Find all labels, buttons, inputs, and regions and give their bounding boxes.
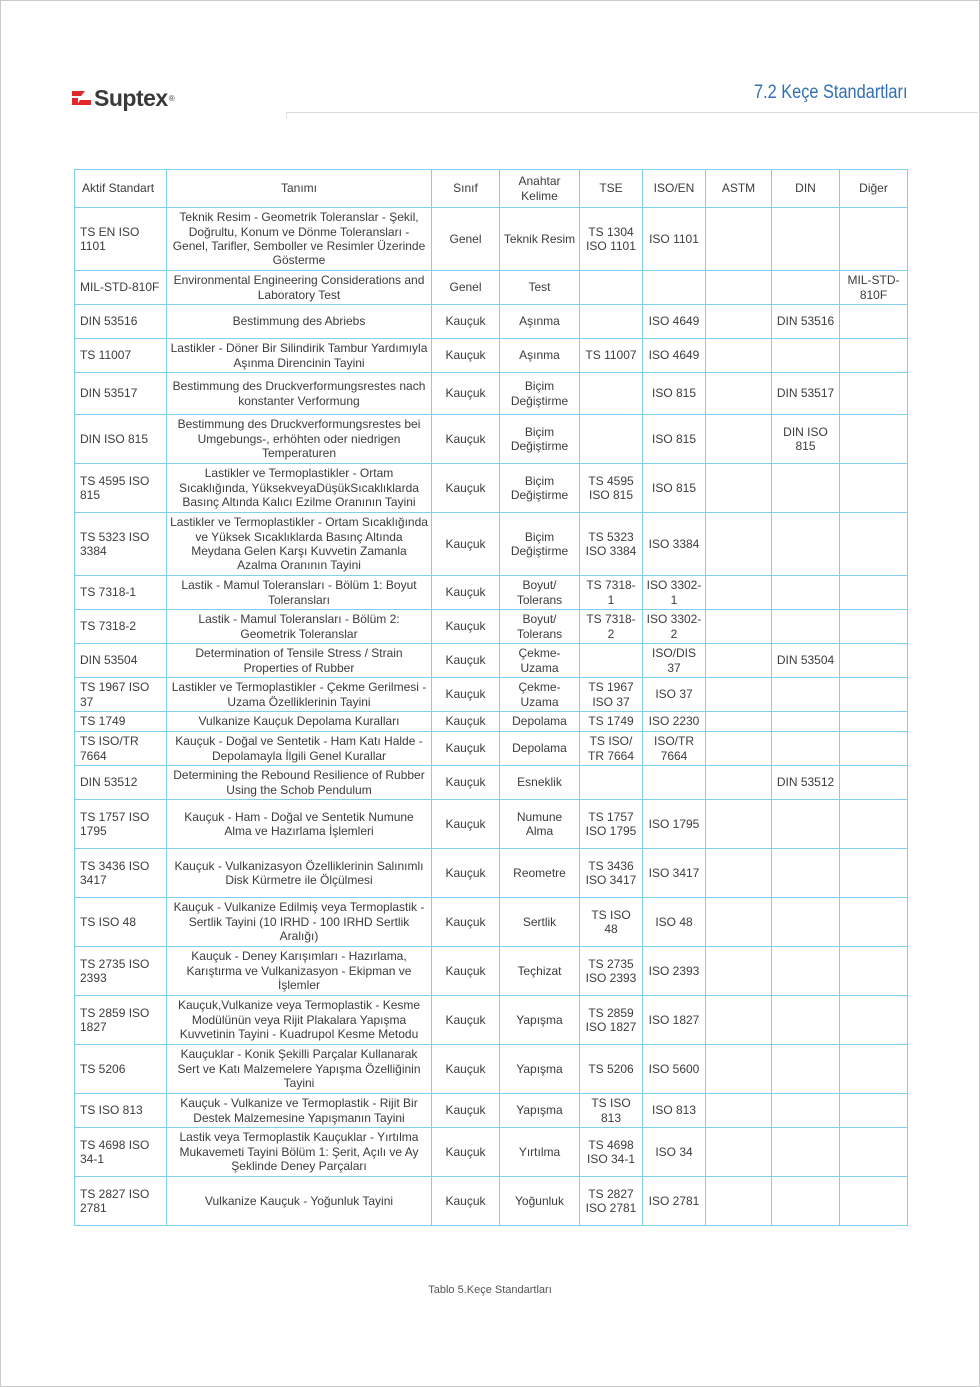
table-cell: Yapışma	[500, 1094, 580, 1128]
table-row	[75, 996, 908, 1045]
table-cell: Kauçuk - Vulkanizasyon Özelliklerinin Salınımlı Disk Kürmetre ile Ölçülmesi	[167, 849, 432, 898]
table-cell	[772, 1177, 840, 1226]
table-cell	[772, 610, 840, 644]
table-cell	[840, 576, 908, 610]
table-row	[75, 1045, 908, 1094]
table-row	[75, 766, 908, 800]
table-cell: ISO 48	[643, 898, 706, 947]
table-cell: Bestimmung des Druckverformungsrestes nach konstanter Verformung	[167, 373, 432, 415]
table-row	[75, 800, 908, 849]
table-cell	[772, 678, 840, 712]
table-cell	[840, 610, 908, 644]
table-cell	[706, 513, 772, 576]
table-cell: TS ISO 813	[75, 1094, 167, 1128]
table-cell: Çekme-Uzama	[500, 644, 580, 678]
table-row	[75, 712, 908, 732]
table-cell: Yapışma	[500, 996, 580, 1045]
table-cell: Numune Alma	[500, 800, 580, 849]
table-cell	[772, 996, 840, 1045]
table-cell: DIN 53517	[75, 373, 167, 415]
table-cell: DIN ISO 815	[772, 415, 840, 464]
table-cell: ISO 1101	[643, 208, 706, 271]
logo-text: Suptex	[94, 84, 168, 111]
table-cell: Lastik - Mamul Toleransları - Bölüm 1: Boyut Toleransları	[167, 576, 432, 610]
table-cell: DIN 53512	[75, 766, 167, 800]
table-cell: ISO 3384	[643, 513, 706, 576]
column-header: Diğer	[840, 170, 908, 208]
table-cell	[772, 732, 840, 766]
table-cell: Vulkanize Kauçuk Depolama Kuralları	[167, 712, 432, 732]
table-cell: Boyut/ Tolerans	[500, 576, 580, 610]
table-cell	[772, 576, 840, 610]
table-cell	[772, 898, 840, 947]
table-cell	[706, 576, 772, 610]
table-cell: Determination of Tensile Stress / Strain Properties of Rubber	[167, 644, 432, 678]
table-cell: TS 7318-2	[580, 610, 643, 644]
table-cell	[772, 513, 840, 576]
table-cell	[840, 898, 908, 947]
table-row	[75, 610, 908, 644]
table-cell: ISO 34	[643, 1128, 706, 1177]
table-row	[75, 415, 908, 464]
table-row	[75, 208, 908, 271]
table-cell	[840, 947, 908, 996]
table-row	[75, 373, 908, 415]
table-cell: TS 7318-1	[580, 576, 643, 610]
table-cell: Teçhizat	[500, 947, 580, 996]
table-cell	[706, 1094, 772, 1128]
table-cell	[772, 947, 840, 996]
table-cell: MIL-STD-810F	[75, 271, 167, 305]
table-cell: Kauçuk - Vulkanize Edilmiş veya Termoplastik - Sertlik Tayini (10 IRHD - 100 IRHD Sertlik Aralığı)	[167, 898, 432, 947]
table-cell: Kauçuk,Vulkanize veya Termoplastik - Kesme Modülünün veya Rijit Plakalara Yapışma Kuvvetinin Tayini - Kuadrupol Kesme Metodu	[167, 996, 432, 1045]
table-row	[75, 464, 908, 513]
table-row	[75, 678, 908, 712]
table-cell: Kauçuklar - Konik Şekilli Parçalar Kullanarak Sert ve Katı Malzemelere Yapışma Özelliğinin Tayini	[167, 1045, 432, 1094]
table-cell: Kauçuk	[432, 712, 500, 732]
table-row	[75, 1128, 908, 1177]
header-rule	[286, 112, 978, 113]
table-cell: TS ISO 813	[580, 1094, 643, 1128]
table-cell	[840, 732, 908, 766]
table-cell: ISO 2230	[643, 712, 706, 732]
table-row	[75, 849, 908, 898]
table-cell	[840, 1094, 908, 1128]
table-row	[75, 1177, 908, 1226]
table-cell: TS ISO/ TR 7664	[580, 732, 643, 766]
table-cell: Lastik - Mamul Toleransları - Bölüm 2: Geometrik Toleranslar	[167, 610, 432, 644]
table-cell: Aşınma	[500, 305, 580, 339]
table-cell: Kauçuk	[432, 305, 500, 339]
table-cell	[706, 208, 772, 271]
table-cell: Kauçuk	[432, 766, 500, 800]
table-cell: TS 1967 ISO 37	[580, 678, 643, 712]
table-cell: ISO 37	[643, 678, 706, 712]
table-cell: ISO 815	[643, 464, 706, 513]
table-cell: TS 2735 ISO 2393	[580, 947, 643, 996]
table-cell	[706, 996, 772, 1045]
table-cell: TS 1757 ISO 1795	[580, 800, 643, 849]
table-cell: Kauçuk	[432, 415, 500, 464]
table-cell: Esneklik	[500, 766, 580, 800]
table-cell	[840, 766, 908, 800]
table-cell: TS 2827 ISO 2781	[580, 1177, 643, 1226]
table-cell	[706, 732, 772, 766]
table-cell: TS 2859 ISO 1827	[75, 996, 167, 1045]
table-cell: Vulkanize Kauçuk - Yoğunluk Tayini	[167, 1177, 432, 1226]
table-cell	[706, 712, 772, 732]
table-cell: TS 2859 ISO 1827	[580, 996, 643, 1045]
table-cell	[706, 947, 772, 996]
table-cell: DIN 53504	[75, 644, 167, 678]
table-cell: Kauçuk	[432, 898, 500, 947]
table-cell: ISO 815	[643, 415, 706, 464]
table-cell	[580, 271, 643, 305]
table-cell	[840, 1128, 908, 1177]
table-cell: TS 2827 ISO 2781	[75, 1177, 167, 1226]
table-cell: Kauçuk	[432, 1094, 500, 1128]
table-cell: TS 5323 ISO 3384	[75, 513, 167, 576]
table-cell: TS 2735 ISO 2393	[75, 947, 167, 996]
table-cell	[706, 339, 772, 373]
table-cell	[772, 849, 840, 898]
table-cell	[706, 849, 772, 898]
table-cell	[772, 1128, 840, 1177]
table-cell	[706, 800, 772, 849]
table-cell: Bestimmung des Abriebs	[167, 305, 432, 339]
table-cell	[840, 1045, 908, 1094]
table-cell: Teknik Resim	[500, 208, 580, 271]
table-cell	[706, 271, 772, 305]
table-cell	[772, 339, 840, 373]
table-cell: ISO 2781	[643, 1177, 706, 1226]
table-cell	[840, 513, 908, 576]
table-cell: TS 5206	[580, 1045, 643, 1094]
table-cell	[840, 800, 908, 849]
table-row	[75, 644, 908, 678]
table-cell: Kauçuk - Deney Karışımları - Hazırlama, Karıştırma ve Vulkanizasyon - Ekipman ve İşlemler	[167, 947, 432, 996]
table-cell	[580, 415, 643, 464]
table-cell	[706, 305, 772, 339]
table-row	[75, 339, 908, 373]
table-cell	[840, 712, 908, 732]
table-cell: Kauçuk - Ham - Doğal ve Sentetik Numune Alma ve Hazırlama İşlemleri	[167, 800, 432, 849]
column-header: ASTM	[706, 170, 772, 208]
table-cell: Lastikler ve Termoplastikler - Çekme Gerilmesi - Uzama Özelliklerinin Tayini	[167, 678, 432, 712]
table-cell	[840, 415, 908, 464]
standards-table	[74, 169, 908, 1226]
table-cell: ISO 3417	[643, 849, 706, 898]
table-cell: TS 1749	[580, 712, 643, 732]
table-cell: ISO 5600	[643, 1045, 706, 1094]
table-cell	[706, 464, 772, 513]
table-cell	[840, 849, 908, 898]
table-cell	[706, 766, 772, 800]
table-cell: Depolama	[500, 732, 580, 766]
table-body	[75, 208, 908, 1226]
table-cell: TS 1304 ISO 1101	[580, 208, 643, 271]
suptex-logo	[72, 84, 175, 112]
table-cell: Kauçuk	[432, 576, 500, 610]
table-cell: Biçim Değiştirme	[500, 415, 580, 464]
column-header: ISO/EN	[643, 170, 706, 208]
table-cell	[840, 339, 908, 373]
column-header: Tanımı	[167, 170, 432, 208]
table-cell	[706, 678, 772, 712]
table-cell: Kauçuk	[432, 373, 500, 415]
table-cell: ISO/DIS 37	[643, 644, 706, 678]
table-cell: ISO 4649	[643, 305, 706, 339]
table-cell	[840, 208, 908, 271]
table-cell: Yırtılma	[500, 1128, 580, 1177]
table-cell: TS 4698 ISO 34-1	[580, 1128, 643, 1177]
table-cell	[772, 464, 840, 513]
table-cell	[772, 1094, 840, 1128]
table-cell: Depolama	[500, 712, 580, 732]
table-cell: TS 1757 ISO 1795	[75, 800, 167, 849]
table-row	[75, 576, 908, 610]
table-cell: ISO 3302-2	[643, 610, 706, 644]
table-cell: Teknik Resim - Geometrik Toleranslar - Şekil, Doğrultu, Konum ve Dönme Toleransları - Genel, Tarifler, Semboller ve Resimler Üzerinde Gösterme	[167, 208, 432, 271]
table-cell	[772, 1045, 840, 1094]
table-cell	[840, 1177, 908, 1226]
table-cell: Test	[500, 271, 580, 305]
table-cell: TS 4595 ISO 815	[75, 464, 167, 513]
table-cell	[706, 898, 772, 947]
table-cell	[840, 996, 908, 1045]
table-cell	[840, 678, 908, 712]
table-cell: Aşınma	[500, 339, 580, 373]
table-cell: Kauçuk	[432, 996, 500, 1045]
header-rule-tick	[286, 112, 287, 118]
table-cell: TS 4595 ISO 815	[580, 464, 643, 513]
table-cell: Kauçuk	[432, 339, 500, 373]
table-cell	[706, 1128, 772, 1177]
table-cell	[706, 1045, 772, 1094]
table-cell: Determining the Rebound Resilience of Rubber Using the Schob Pendulum	[167, 766, 432, 800]
table-cell: DIN 53504	[772, 644, 840, 678]
table-cell: Bestimmung des Druckverformungsrestes bei Umgebungs-, erhöhten oder niedrigen Temperaturen	[167, 415, 432, 464]
table-cell: Boyut/ Tolerans	[500, 610, 580, 644]
table-row	[75, 898, 908, 947]
table-cell: TS 3436 ISO 3417	[75, 849, 167, 898]
table-cell: ISO 1795	[643, 800, 706, 849]
table-cell	[643, 766, 706, 800]
logo-mark-icon	[72, 88, 92, 108]
table-caption: Tablo 5.Keçe Standartları	[428, 1284, 552, 1296]
table-cell: Genel	[432, 208, 500, 271]
table-cell	[706, 415, 772, 464]
table-cell	[706, 1177, 772, 1226]
table-cell	[840, 305, 908, 339]
table-row	[75, 1094, 908, 1128]
table-cell: TS 11007	[580, 339, 643, 373]
table-cell: Kauçuk	[432, 513, 500, 576]
table-cell: TS 5323 ISO 3384	[580, 513, 643, 576]
table-cell: TS EN ISO 1101	[75, 208, 167, 271]
table-cell: DIN ISO 815	[75, 415, 167, 464]
table-cell	[643, 271, 706, 305]
table-cell: ISO 815	[643, 373, 706, 415]
table-cell: Kauçuk - Vulkanize ve Termoplastik - Rijit Bir Destek Malzemesine Yapışmanın Tayini	[167, 1094, 432, 1128]
table-cell: Lastikler - Döner Bir Silindirik Tambur Yardımıyla Aşınma Direncinin Tayini	[167, 339, 432, 373]
table-cell: ISO 3302-1	[643, 576, 706, 610]
table-cell: Kauçuk	[432, 947, 500, 996]
table-cell: TS ISO/TR 7664	[75, 732, 167, 766]
table-cell: MIL-STD-810F	[840, 271, 908, 305]
registered-mark-icon: ®	[168, 93, 175, 103]
table-cell: Kauçuk - Doğal ve Sentetik - Ham Katı Halde - Depolamayla İlgili Genel Kurallar	[167, 732, 432, 766]
table-cell: TS 7318-1	[75, 576, 167, 610]
column-header: Sınıf	[432, 170, 500, 208]
table-cell: Genel	[432, 271, 500, 305]
table-header-row	[75, 170, 908, 208]
table-cell: Biçim Değiştirme	[500, 464, 580, 513]
column-header: Aktif Standart	[75, 170, 167, 208]
section-title: 7.2 Keçe Standartları	[753, 82, 907, 103]
table-cell	[580, 305, 643, 339]
table-cell	[580, 644, 643, 678]
table-cell: ISO 1827	[643, 996, 706, 1045]
table-cell: Lastikler ve Termoplastikler - Ortam Sıcaklığında, YüksekveyaDüşükSıcaklıklarda Basınç Altında Kalıcı Ezilme Oranının Tayini	[167, 464, 432, 513]
table-cell	[772, 271, 840, 305]
table-cell: Yapışma	[500, 1045, 580, 1094]
table-cell: ISO/TR 7664	[643, 732, 706, 766]
table-cell	[706, 644, 772, 678]
table-cell: Reometre	[500, 849, 580, 898]
table-cell: ISO 813	[643, 1094, 706, 1128]
table-cell: DIN 53517	[772, 373, 840, 415]
table-cell	[772, 800, 840, 849]
table-cell: Kauçuk	[432, 849, 500, 898]
table-row	[75, 947, 908, 996]
table-cell: ISO 2393	[643, 947, 706, 996]
table-cell: TS ISO 48	[75, 898, 167, 947]
table-cell: Kauçuk	[432, 678, 500, 712]
table-cell: Çekme-Uzama	[500, 678, 580, 712]
table-cell: TS 4698 ISO 34-1	[75, 1128, 167, 1177]
column-header: DIN	[772, 170, 840, 208]
column-header: TSE	[580, 170, 643, 208]
table-cell: TS 11007	[75, 339, 167, 373]
table-cell: Kauçuk	[432, 644, 500, 678]
table-cell	[772, 208, 840, 271]
table-cell: TS 3436 ISO 3417	[580, 849, 643, 898]
table-cell: TS 7318-2	[75, 610, 167, 644]
table-cell	[772, 712, 840, 732]
table-cell: Environmental Engineering Considerations and Laboratory Test	[167, 271, 432, 305]
table-cell	[580, 766, 643, 800]
table-cell: Lastik veya Termoplastik Kauçuklar - Yırtılma Mukavemeti Tayini Bölüm 1: Şerit, Açılı ve Ay Şeklinde Deney Parçaları	[167, 1128, 432, 1177]
table-cell: Kauçuk	[432, 1045, 500, 1094]
table-cell	[706, 610, 772, 644]
table-cell	[840, 464, 908, 513]
table-cell: Kauçuk	[432, 800, 500, 849]
table-cell: DIN 53516	[772, 305, 840, 339]
table-cell: DIN 53516	[75, 305, 167, 339]
table-cell	[706, 373, 772, 415]
table-cell: ISO 4649	[643, 339, 706, 373]
table-cell: Kauçuk	[432, 732, 500, 766]
table-row	[75, 732, 908, 766]
table-cell: Kauçuk	[432, 1177, 500, 1226]
table-cell: TS ISO 48	[580, 898, 643, 947]
table-row	[75, 513, 908, 576]
table-cell: Kauçuk	[432, 610, 500, 644]
table-cell: Lastikler ve Termoplastikler - Ortam Sıcaklığında ve Yüksek Sıcaklıklarda Basınç Altında Meydana Gelen Karşı Kuvvetin Zamanla Azalma Oranının Tayini	[167, 513, 432, 576]
table-cell: Biçim Değiştirme	[500, 513, 580, 576]
table-cell: Sertlik	[500, 898, 580, 947]
table-cell: TS 1967 ISO 37	[75, 678, 167, 712]
table-cell: Yoğunluk	[500, 1177, 580, 1226]
column-header: Anahtar Kelime	[500, 170, 580, 208]
table-cell: TS 5206	[75, 1045, 167, 1094]
table-cell: Biçim Değiştirme	[500, 373, 580, 415]
table-row	[75, 271, 908, 305]
table-cell: TS 1749	[75, 712, 167, 732]
table-row	[75, 305, 908, 339]
table-cell: DIN 53512	[772, 766, 840, 800]
table-cell	[840, 644, 908, 678]
table-cell: Kauçuk	[432, 1128, 500, 1177]
table-cell	[840, 373, 908, 415]
table-cell: Kauçuk	[432, 464, 500, 513]
table-cell	[580, 373, 643, 415]
